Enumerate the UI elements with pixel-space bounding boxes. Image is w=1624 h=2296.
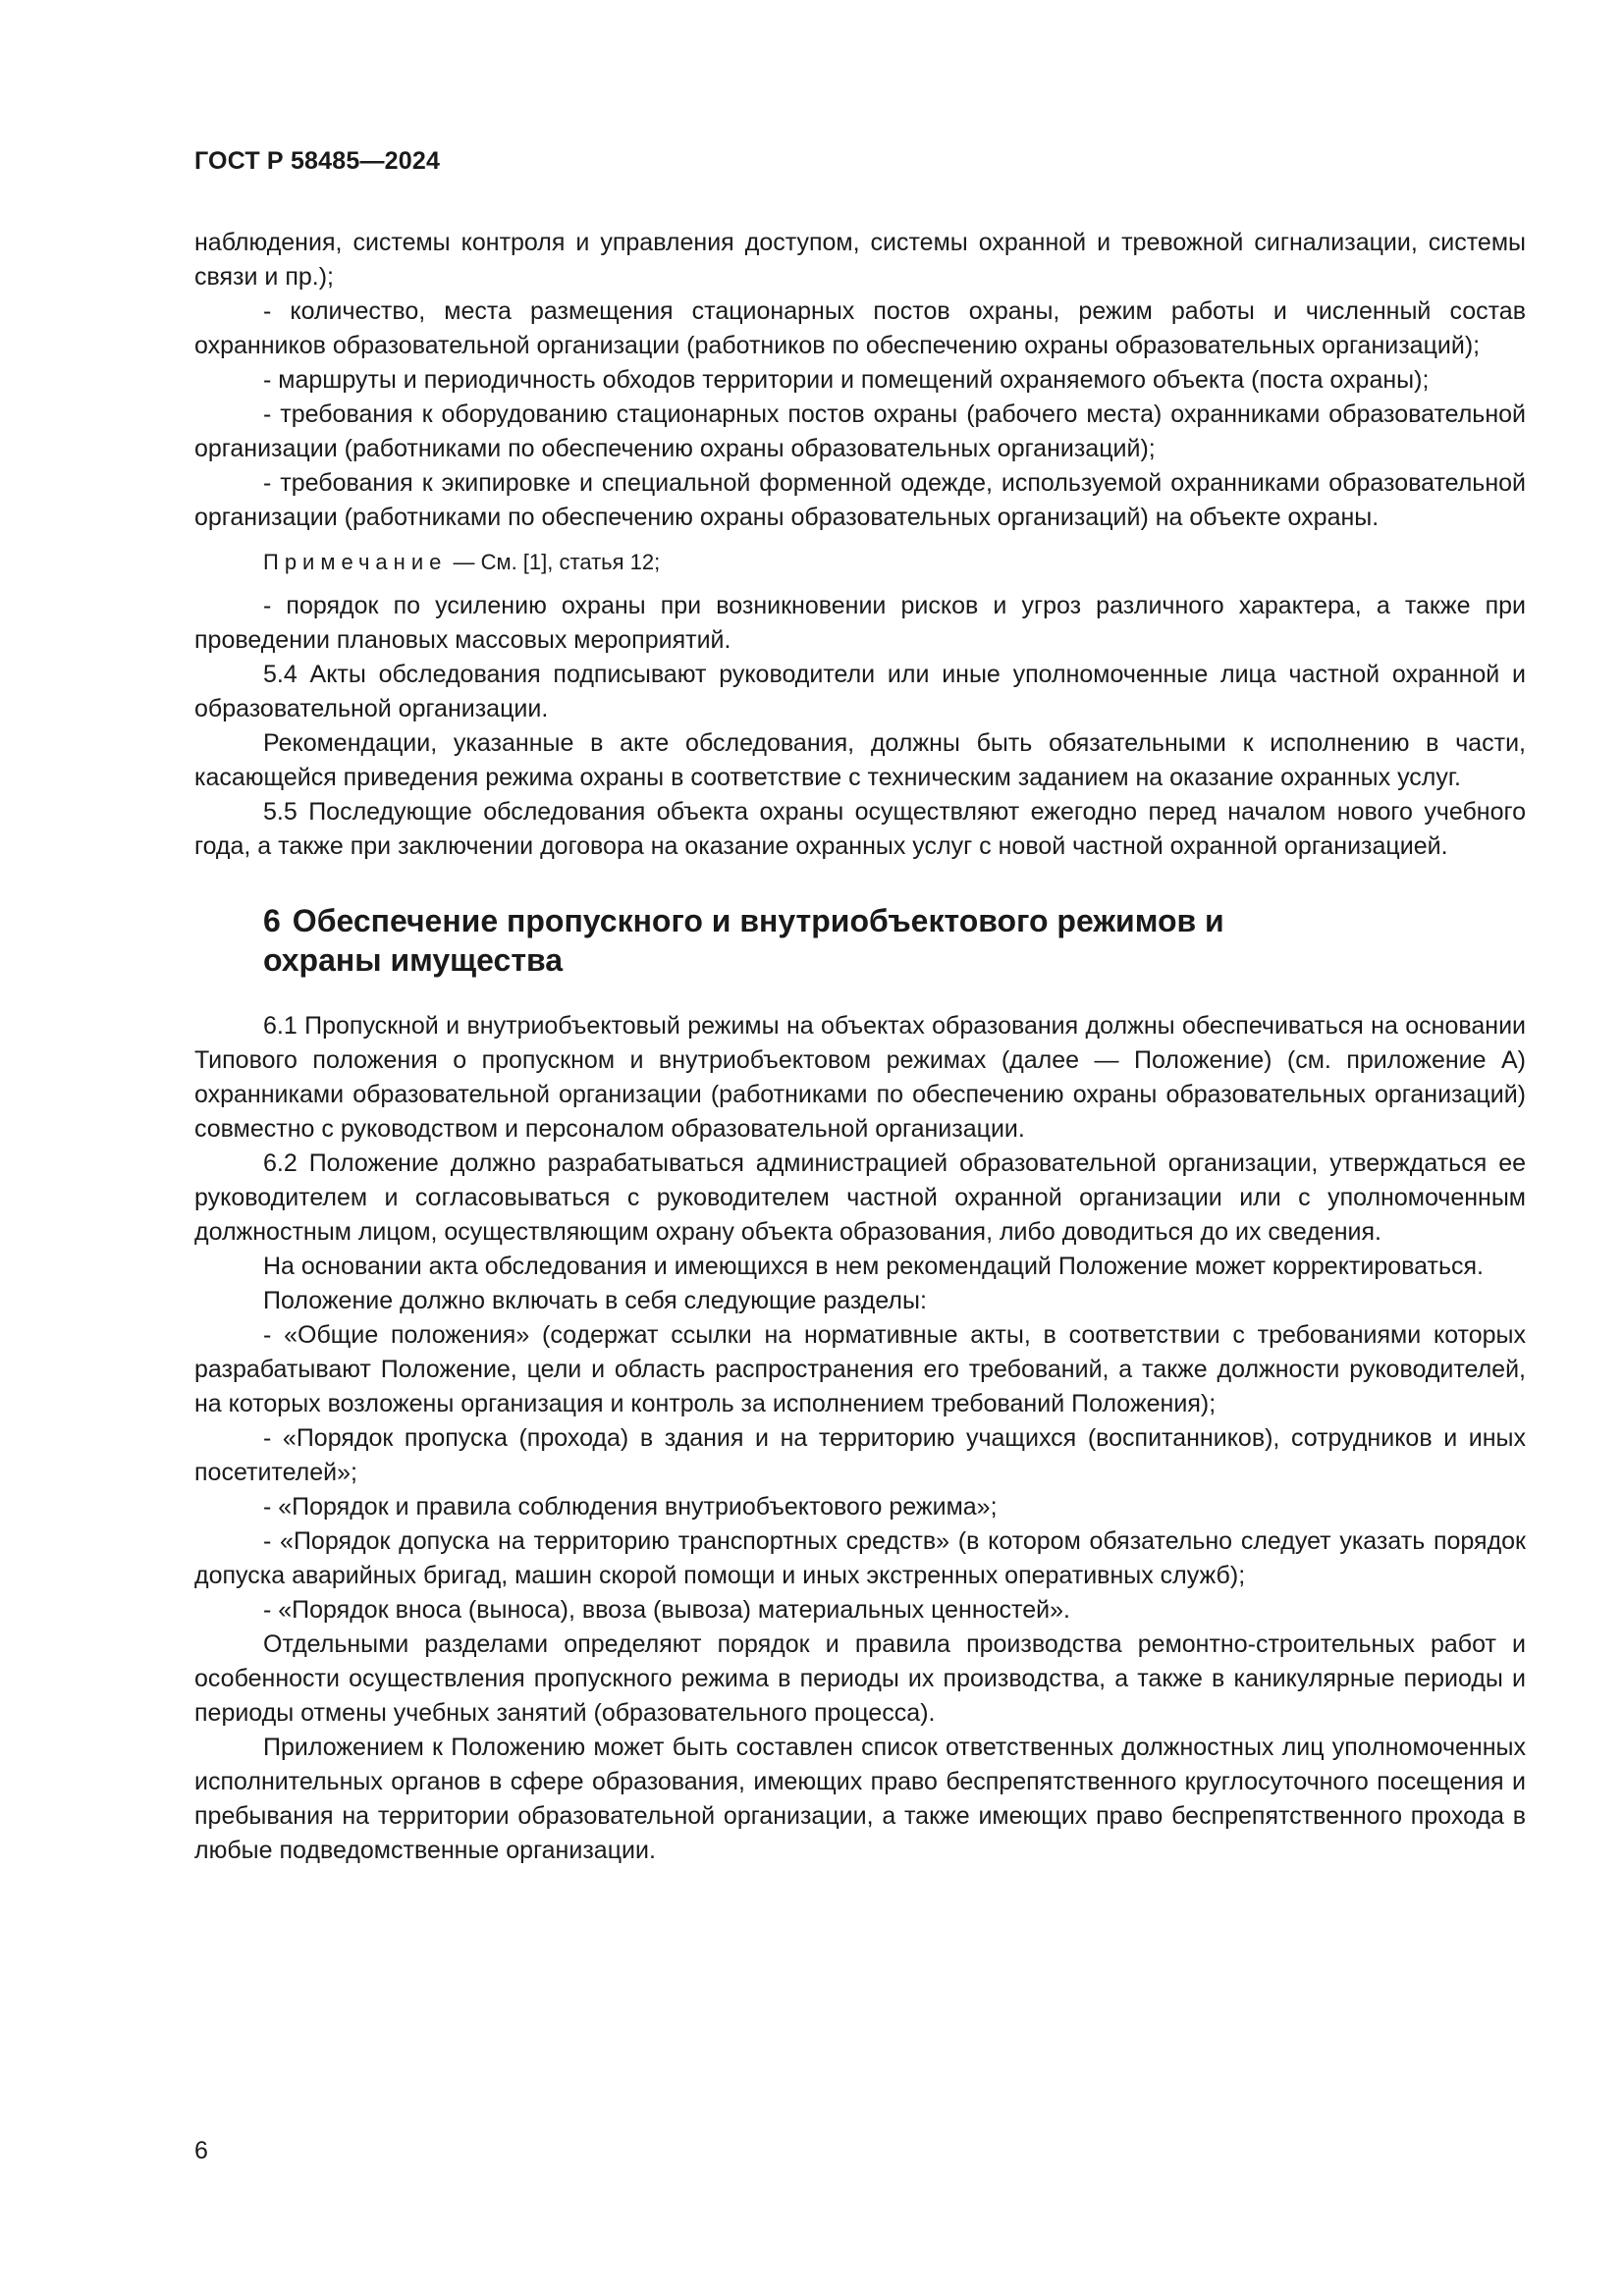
paragraph: На основании акта обследования и имеющихся в нем рекомендаций Положение может корректироваться. [263,1253,1484,1280]
doc-body [194,226,1526,1868]
paragraph: Положение должно включать в себя следующие разделы: [263,1287,927,1314]
paragraph: Рекомендации, указанные в акте обследования, должны быть обязательными к исполнению в части, касающейся приведения режима охраны в соответствие с техническим заданием на оказание охранных услуг. [194,729,1526,791]
list-item: - «Порядок пропуска (прохода) в здания и на территорию учащихся (воспитанников), сотрудников и иных посетителей»; [194,1424,1526,1486]
paragraph: наблюдения, системы контроля и управления доступом, системы охранной и тревожной сигнализации, системы связи и пр.); [194,229,1526,291]
note-text: — См. [1], статья 12; [447,550,661,574]
paragraph: Отдельными разделами определяют порядок и правила производства ремонтно-строительных работ и особенности осуществления пропускного режима в периоды их производства, а также в каникулярные периоды и периоды отмены учебных занятий (образовательного процесса). [194,1630,1526,1727]
note-label: Примечание [263,550,448,574]
paragraph: 6.1 Пропускной и внутриобъектовый режимы на объектах образования должны обеспечиваться на основании Типового положения о пропускном и внутриобъектовом режимах (далее — Положение) (см. приложение А) охранниками образовательной организации (работниками по обеспечению охраны образовательных организаций) совместно с руководством и персоналом образовательной организации. [194,1012,1526,1143]
paragraph: 6.2 Положение должно разрабатываться администрацией образовательной организации, утверждаться ее руководителем и согласовываться с руководителем частной охранной организации или с уполномоченным должностным лицом, осуществляющим охрану объекта образования, либо доводиться до их сведения. [194,1149,1526,1246]
list-item: - маршруты и периодичность обходов территории и помещений охраняемого объекта (поста охраны); [263,366,1430,394]
paragraph: 5.4 Акты обследования подписывают руководители или иные уполномоченные лица частной охранной и образовательной организации. [194,661,1526,722]
list-item: - порядок по усилению охраны при возникновении рисков и угроз различного характера, а также при проведении плановых массовых мероприятий. [194,592,1526,654]
list-item: - требования к оборудованию стационарных постов охраны (рабочего места) охранниками образовательной организации (работниками по обеспечению охраны образовательных организаций); [194,400,1526,462]
page-number: 6 [194,2137,208,2164]
section-heading [194,901,1343,980]
note [194,545,1526,579]
list-item: - «Порядок и правила соблюдения внутриобъектового режима»; [263,1493,998,1521]
list-item: - количество, места размещения стационарных постов охраны, режим работы и численный состав охранников образовательной организации (работников по обеспечению охраны образовательных организаций); [194,297,1526,359]
list-item: - «Порядок допуска на территорию транспортных средств» (в котором обязательно следует указать порядок допуска аварийных бригад, машин скорой помощи и иных экстренных оперативных служб); [194,1527,1526,1589]
section-number: 6 [263,903,281,938]
list-item: - «Общие положения» (содержат ссылки на нормативные акты, в соответствии с требованиями которых разрабатывают Положение, цели и область распространения его требований, а также должности руководителей, на которых возложены организация и контроль за исполнением требований Положения); [194,1321,1526,1417]
list-item: - требования к экипировке и специальной форменной одежде, используемой охранниками образовательной организации (работниками по обеспечению охраны образовательных организаций) на объекте охраны. [194,469,1526,531]
paragraph: 5.5 Последующие обследования объекта охраны осуществляют ежегодно перед началом нового учебного года, а также при заключении договора на оказание охранных услуг с новой частной охранной организацией. [194,798,1526,860]
doc-header: ГОСТ Р 58485—2024 [194,147,441,175]
section-title: Обеспечение пропускного и внутриобъектового режимов и охраны имущества [263,903,1224,978]
list-item: - «Порядок вноса (выноса), ввоза (вывоза) материальных ценностей». [263,1596,1070,1624]
paragraph: Приложением к Положению может быть составлен список ответственных должностных лиц уполномоченных исполнительных органов в сфере образования, имеющих право беспрепятственного круглосуточного посещения и пребывания на территории образовательной организации, а также имеющих право беспрепятственного прохода в любые подведомственные организации. [194,1734,1526,1864]
